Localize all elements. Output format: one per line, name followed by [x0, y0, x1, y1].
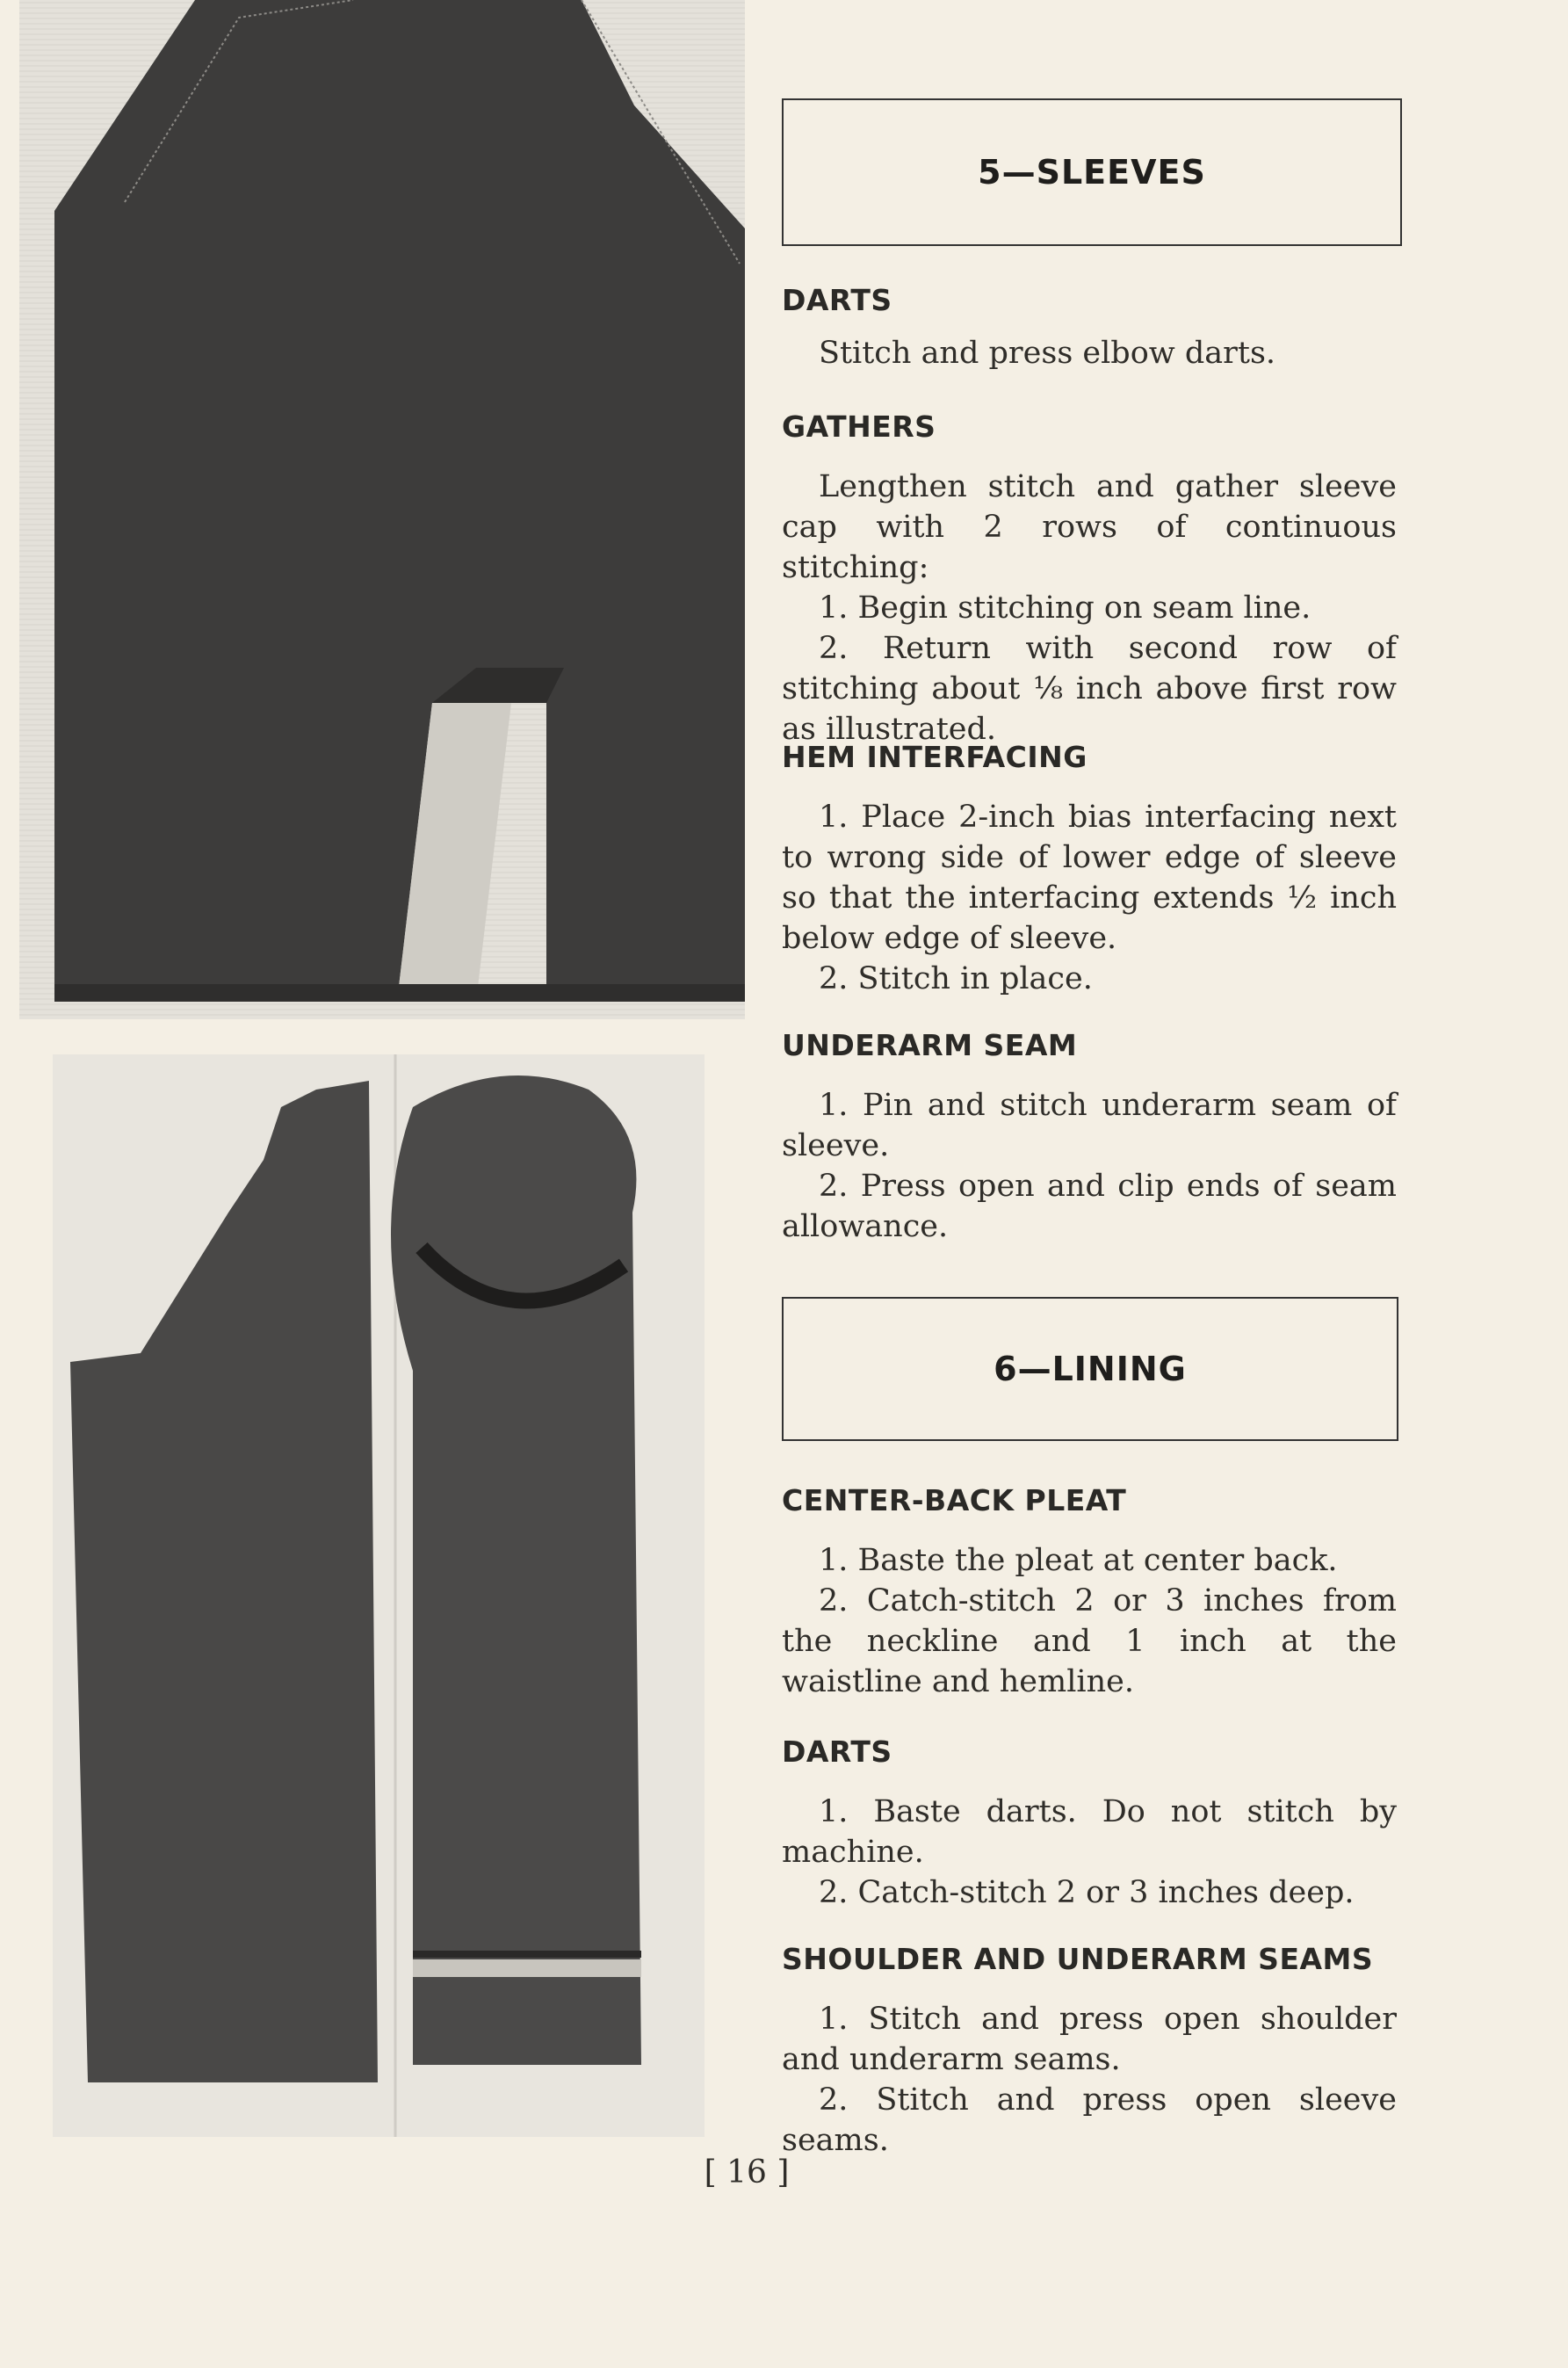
sleeve-gathers-photo: [19, 0, 745, 1019]
sleeves-darts-block: [782, 283, 1397, 373]
sleeve-pieces-photo: [53, 1054, 705, 2137]
sleeves-gathers-intro: Lengthen stitch and gather sleeve cap with 2 rows of continuous stitching:: [782, 469, 1397, 585]
lining-seams-step-1: 1. Stitch and press open shoulder and underarm seams.: [782, 2002, 1397, 2077]
lining-darts-block: [782, 1734, 1397, 1913]
sleeves-hem-step-2: 2. Stitch in place.: [819, 961, 1093, 996]
sleeves-underarm-heading: UNDERARM SEAM: [782, 1028, 1078, 1062]
lining-darts-step-1: 1. Baste darts. Do not stitch by machine.: [782, 1794, 1397, 1870]
sleeves-underarm-block: [782, 1028, 1397, 1247]
page-number: [ 16 ]: [704, 2154, 790, 2191]
sleeves-gathers-step-1: 1. Begin stitching on seam line.: [819, 590, 1311, 626]
lining-pleat-block: [782, 1483, 1397, 1702]
lining-pleat-step-1: 1. Baste the pleat at center back.: [819, 1543, 1338, 1578]
sleeves-underarm-step-2: 2. Press open and clip ends of seam allowance.: [782, 1169, 1397, 1244]
sleeves-section-title: 5—SLEEVES: [978, 153, 1206, 192]
lining-seams-heading: SHOULDER AND UNDERARM SEAMS: [782, 1942, 1374, 1976]
sleeves-gathers-heading: GATHERS: [782, 409, 936, 444]
sleeves-darts-heading: DARTS: [782, 283, 892, 317]
sleeves-darts-text: Stitch and press elbow darts.: [819, 336, 1276, 371]
sleeves-hem-block: [782, 740, 1397, 999]
sleeves-underarm-step-1: 1. Pin and stitch underarm seam of sleeve.: [782, 1088, 1397, 1163]
lining-section-box: [782, 1297, 1398, 1441]
sleeves-gathers-step-2: 2. Return with second row of stitching about ⅛ inch above first row as illustrated.: [782, 631, 1397, 747]
lining-darts-step-2: 2. Catch-stitch 2 or 3 inches deep.: [819, 1875, 1355, 1910]
sleeves-gathers-block: [782, 409, 1397, 750]
lining-darts-heading: DARTS: [782, 1734, 892, 1769]
lining-pleat-step-2: 2. Catch-stitch 2 or 3 inches from the neckline and 1 inch at the waistline and hemline.: [782, 1583, 1397, 1699]
lining-seams-block: [782, 1942, 1397, 2161]
sleeve-gathers-illustration: [19, 0, 745, 1019]
sleeves-hem-heading: HEM INTERFACING: [782, 740, 1087, 774]
sleeve-pieces-illustration: [53, 1054, 705, 2137]
sleeves-section-box: [782, 98, 1402, 246]
lining-section-title: 6—LINING: [994, 1350, 1187, 1388]
lining-pleat-heading: CENTER-BACK PLEAT: [782, 1483, 1127, 1517]
sleeves-hem-step-1: 1. Place 2-inch bias interfacing next to wrong side of lower edge of sleeve so that the interfacing extends ½ inch below edge of sleeve.: [782, 800, 1397, 956]
lining-seams-step-2: 2. Stitch and press open sleeve seams.: [782, 2082, 1397, 2158]
